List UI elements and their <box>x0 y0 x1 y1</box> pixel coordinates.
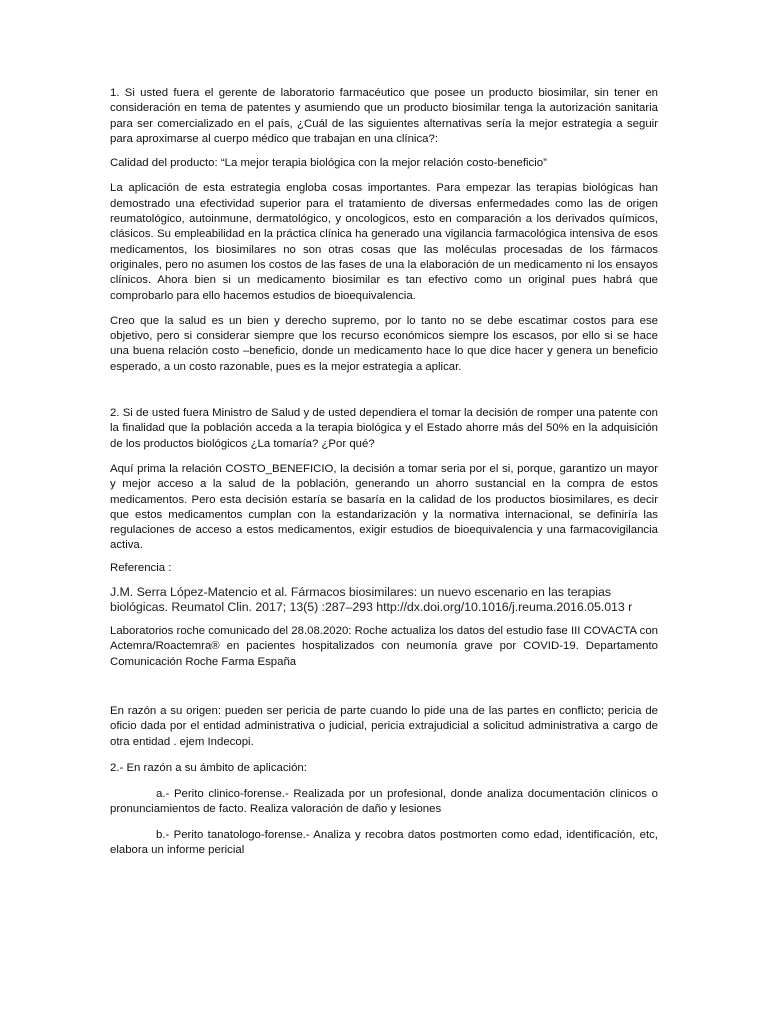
perito-tanatologo-forense: b.- Perito tanatologo-forense.- Analiza y recobra datos postmorten como edad, identificación, etc, elabora un informe pericial <box>110 828 658 856</box>
question-1: 1. Si usted fuera el gerente de laboratorio farmacéutico que posee un producto biosimilar, sin tener en consideración en tema de patentes y asumiendo que un producto biosimilar tenga la autorización sanitaria para ser comercializado en el país, ¿Cuál de las siguientes alternativas sería la mejor estrategia a seguir para aproximarse al cuerpo médico que trabajan en una clínica?: <box>110 87 658 145</box>
pericia-origen-paragraph: En razón a su origen: pueden ser pericia de parte cuando lo pide una de las partes en conflicto; pericia de oficio dada por el entidad administrativa o judicial, pericia extrajudicial a solicitud administrativa a cargo de otra entidad . ejem Indecopi. <box>110 704 658 748</box>
document-page <box>110 86 658 858</box>
perito-clinico-forense: a.- Perito clinico-forense.- Realizada por un profesional, donde analiza documentación clinicos o pronunciamientos de facto. Realiza valoración de daño y lesiones <box>110 788 658 816</box>
question-2: 2. Si de usted fuera Ministro de Salud y de usted dependiera el tomar la decisión de romper una patente con la finalidad que la población acceda a la terapia biológica y el Estado ahorre más del 50% en la adquisición de los productos biológicos ¿La tomaría? ¿Por qué? <box>110 407 658 450</box>
answer-1-paragraph-1: La aplicación de esta estrategia engloba cosas importantes. Para empezar las terapias biológicas han demostrado una efectividad superior para el tratamiento de diversas enfermedades como las de origen reumatológico, autoinmune, dermatológico, y oncologicos, esto en comparación a los derivados químicos, clásicos. Su empleabilidad en la práctica clínica ha generado una vigilancia farmacológica intensiva de esos medicamentos, los biosimilares no son otras cosas que las moléculas procesadas de los fármacos originales, pero no asumen los costos de las fases de una la elaboración de un medicamento ni los ensayos clínicos. Ahora bien si un medicamento biosimilar es tan efectivo como un original pues habrá que comprobarlo para ello hacemos estudios de bioequivalencia. <box>110 182 658 302</box>
answer-1-title: Calidad del producto: “La mejor terapia biológica con la mejor relación costo-beneficio” <box>110 157 547 170</box>
reference-heading: Referencia : <box>110 561 172 574</box>
pericia-ambito-heading: 2.- En razón a su ámbito de aplicación: <box>110 761 307 774</box>
answer-1-paragraph-2: Creo que la salud es un bien y derecho supremo, por lo tanto no se debe escatimar costos para ese objetivo, pero si considerar siempre que los recurso económicos siempre los escasos, por ello si se hace una buena relación costo –beneficio, donde un medicamento hace lo que dice hacer y genera un beneficio esperado, a un costo razonable, pues es la mejor estrategia a aplicar. <box>110 314 658 373</box>
reference-1: J.M. Serra López-Matencio et al. Fármacos biosimilares: un nuevo escenario en las terapias biológicas. Reumatol Clin. 2017; 13(5) :287–293 http://dx.doi.org/10.1016/j.reuma.2016.05.013 r <box>110 585 633 614</box>
answer-2: Aquí prima la relación COSTO_BENEFICIO, la decisión a tomar seria por el si, porque, garantizo un mayor y mejor acceso a la salud de la población, generando un ahorro sustancial en la compra de estos medicamentos. Pero esta decisión estaría se basaría en la calidad de los productos biosimilares, es decir que estos medicamentos cumplan con la estandarización y la normativa internacional, se definiría las regulaciones de acceso a estos medicamentos, exigir estudios de bioequivalencia y una farmacovigilancia activa. <box>110 462 658 552</box>
reference-2: Laboratorios roche comunicado del 28.08.2020: Roche actualiza los datos del estudio fase III COVACTA con Actemra/Roactemra® en pacientes hospitalizados con neumonía grave por COVID-19. Departamento Comunicación Roche Farma España <box>110 625 658 668</box>
